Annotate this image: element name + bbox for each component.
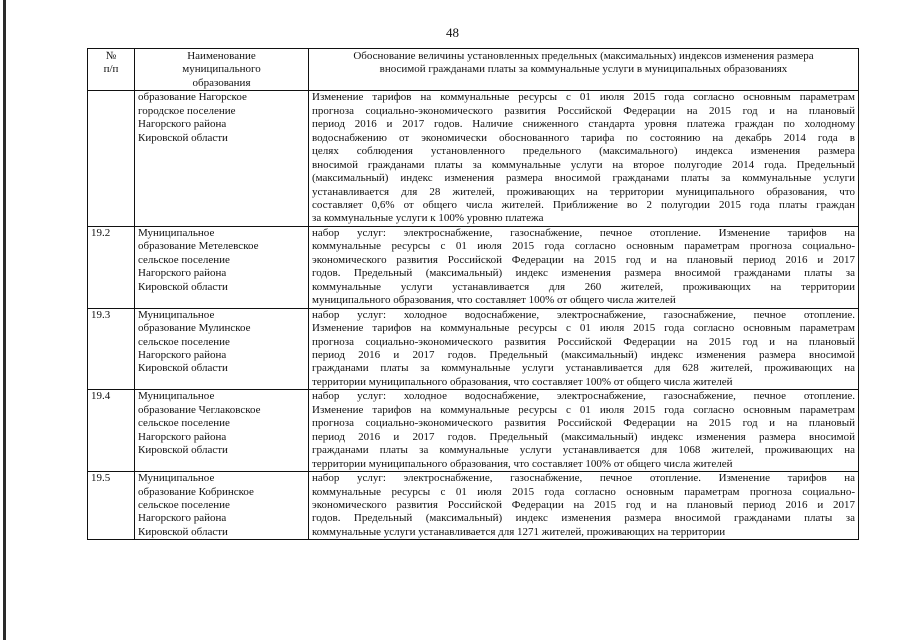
justification-line: набор услуг: электроснабжение, газоснабжение, печное отопление. Изменение тарифов на [312,472,855,485]
justification-line: Изменение тарифов на коммунальные ресурсы с 01 июля 2015 года согласно основным параметрам [312,403,855,416]
justification-line: водоснабжению от экономически обоснованного тарифа по состоянию на декабрь 2014 года в [312,131,855,144]
municipality-name-line: образование Кобринское [138,485,254,498]
justification-line: прогноза социально-экономического развития Российской Федерации на 2015 год и на плановый [312,104,855,117]
municipality-name [135,91,309,227]
justification-line: период 2016 и 2017 годов. Предельный (максимальный) индекс изменения размера вносимой [312,430,855,443]
row-number: 19.5 [88,472,135,540]
justification-line: набор услуг: электроснабжение, газоснабжение, печное отопление. Изменение тарифов на [312,226,855,239]
justification-line: прогноза социально-экономического развития Российской Федерации на 2015 год и на плановый [312,417,855,430]
municipality-name [135,308,309,390]
justification-line: коммунальные услуги устанавливается для 1271 жителей, проживающих на территории [312,525,726,538]
justification-line: период 2016 и 2017 годов. Наличие сниженного стандарта уровня платежа граждан по холодному [312,118,855,131]
tariff-table [87,48,859,540]
table-header-row [88,49,859,91]
municipality-name-line: сельское поселение [138,335,230,348]
row-number: 19.4 [88,390,135,472]
municipality-name-line: Нагорского района [138,430,227,443]
page-number: 48 [446,25,459,40]
municipality-name-line: Муниципальное [138,308,215,321]
justification-line: гражданами платы за коммунальные услуги устанавливается для 1068 жителей, проживающих на [312,444,855,457]
header-name [135,49,309,91]
justification-line: территории муниципального образования, что составляет 100% от общего числа жителей [312,457,733,470]
table-row [88,91,859,227]
municipality-name [135,226,309,308]
justification-line: Изменение тарифов на коммунальные ресурсы с 01 июля 2015 года согласно основным параметрам [312,91,855,104]
municipality-name-line: Кировской области [138,131,228,144]
header-text-text: Обоснование величины установленных предельных (максимальных) индексов изменения размера вносимой гражданами платы за коммунальные услуги в муниципальных образованиях [353,50,814,76]
municipality-name-line: Кировской области [138,280,228,293]
municipality-name-line: Муниципальное [138,472,215,485]
header-text [309,49,859,91]
municipality-name [135,390,309,472]
justification-line: набор услуг: холодное водоснабжение, электроснабжение, газоснабжение, печное отопление. [312,308,855,321]
header-name-text: Наименование муниципального образования [182,50,261,89]
justification-line: (максимальный) индекс изменения размера вносимой гражданами платы за коммунальные услуги [312,172,855,185]
justification-text [309,226,859,308]
municipality-name-line: городское поселение [138,104,236,117]
municipality-name-line: образование Метелевское [138,240,259,253]
table-row [88,390,859,472]
table-row [88,308,859,390]
justification-line: целях соблюдения установленного предельного (максимального) индекса изменения размера [312,145,855,158]
justification-line: экономического развития Российской Федерации на 2015 год и на плановый период 2016 и 2017 [312,253,855,266]
municipality-name-line: Нагорского района [138,348,227,361]
justification-line: годов. Предельный (максимальный) индекс изменения размера вносимой гражданами платы за [312,512,855,525]
justification-text [309,91,859,227]
table-row [88,226,859,308]
municipality-name-line: образование Чеглаковское [138,403,261,416]
municipality-name-line: образование Нагорское [138,91,247,104]
justification-line: прогноза социально-экономического развития Российской Федерации на 2015 год и на плановый [312,335,855,348]
table-row [88,472,859,540]
municipality-name-line: сельское поселение [138,253,230,266]
scan-edge-line [3,0,6,640]
justification-text [309,390,859,472]
justification-line: составляет 0,6% от общего числа жителей. Приближение во 2 полугодии 2015 года платы граждан [312,198,855,211]
municipality-name-line: Муниципальное [138,226,215,239]
justification-line: территории муниципального образования, что составляет 100% от общего числа жителей [312,375,733,388]
justification-line: годов. Предельный (максимальный) индекс изменения размера вносимой гражданами платы за [312,267,855,280]
header-num-text: № п/п [103,50,119,76]
municipality-name-line: сельское поселение [138,498,230,511]
municipality-name-line: Кировской области [138,362,228,375]
justification-line: Изменение тарифов на коммунальные ресурсы с 01 июля 2015 года согласно основным параметрам [312,322,855,335]
justification-line: гражданами платы за коммунальные услуги устанавливается для 628 жителей, проживающих на [312,362,855,375]
municipality-name-line: Нагорского района [138,267,227,280]
municipality-name-line: Кировской области [138,444,228,457]
justification-line: коммунальные ресурсы с 01 июля 2015 года согласно основным параметрам прогноза социально- [312,485,855,498]
table-body [88,91,859,540]
header-num [88,49,135,91]
municipality-name [135,472,309,540]
justification-text [309,308,859,390]
justification-line: экономического развития Российской Федерации на 2015 год и на плановый период 2016 и 2017 [312,498,855,511]
row-number [88,91,135,227]
justification-line: устанавливается для 28 жителей, проживающих на территории муниципального образования, что [312,185,855,198]
justification-line: за коммунальные услуги к 100% уровню платежа [312,212,544,225]
municipality-name-line: Муниципальное [138,390,215,403]
justification-text [309,472,859,540]
row-number: 19.2 [88,226,135,308]
justification-line: набор услуг: холодное водоснабжение, электроснабжение, газоснабжение, печное отопление. [312,390,855,403]
justification-line: коммунальные ресурсы с 01 июля 2015 года согласно основным параметрам прогноза социально- [312,240,855,253]
justification-line: период 2016 и 2017 годов. Предельный (максимальный) индекс изменения размера вносимой [312,348,855,361]
row-number: 19.3 [88,308,135,390]
justification-line: вносимой гражданами платы за коммунальные услуги на второе полугодие 2014 года. Предельный [312,158,855,171]
municipality-name-line: Нагорского района [138,512,227,525]
justification-line: коммунальные услуги устанавливается для 260 жителей, проживающих на территории [312,280,855,293]
municipality-name-line: образование Мулинское [138,322,251,335]
municipality-name-line: Кировской области [138,525,228,538]
municipality-name-line: сельское поселение [138,417,230,430]
justification-line: муниципального образования, что составляет 100% от общего числа жителей [312,294,676,307]
municipality-name-line: Нагорского района [138,118,227,131]
